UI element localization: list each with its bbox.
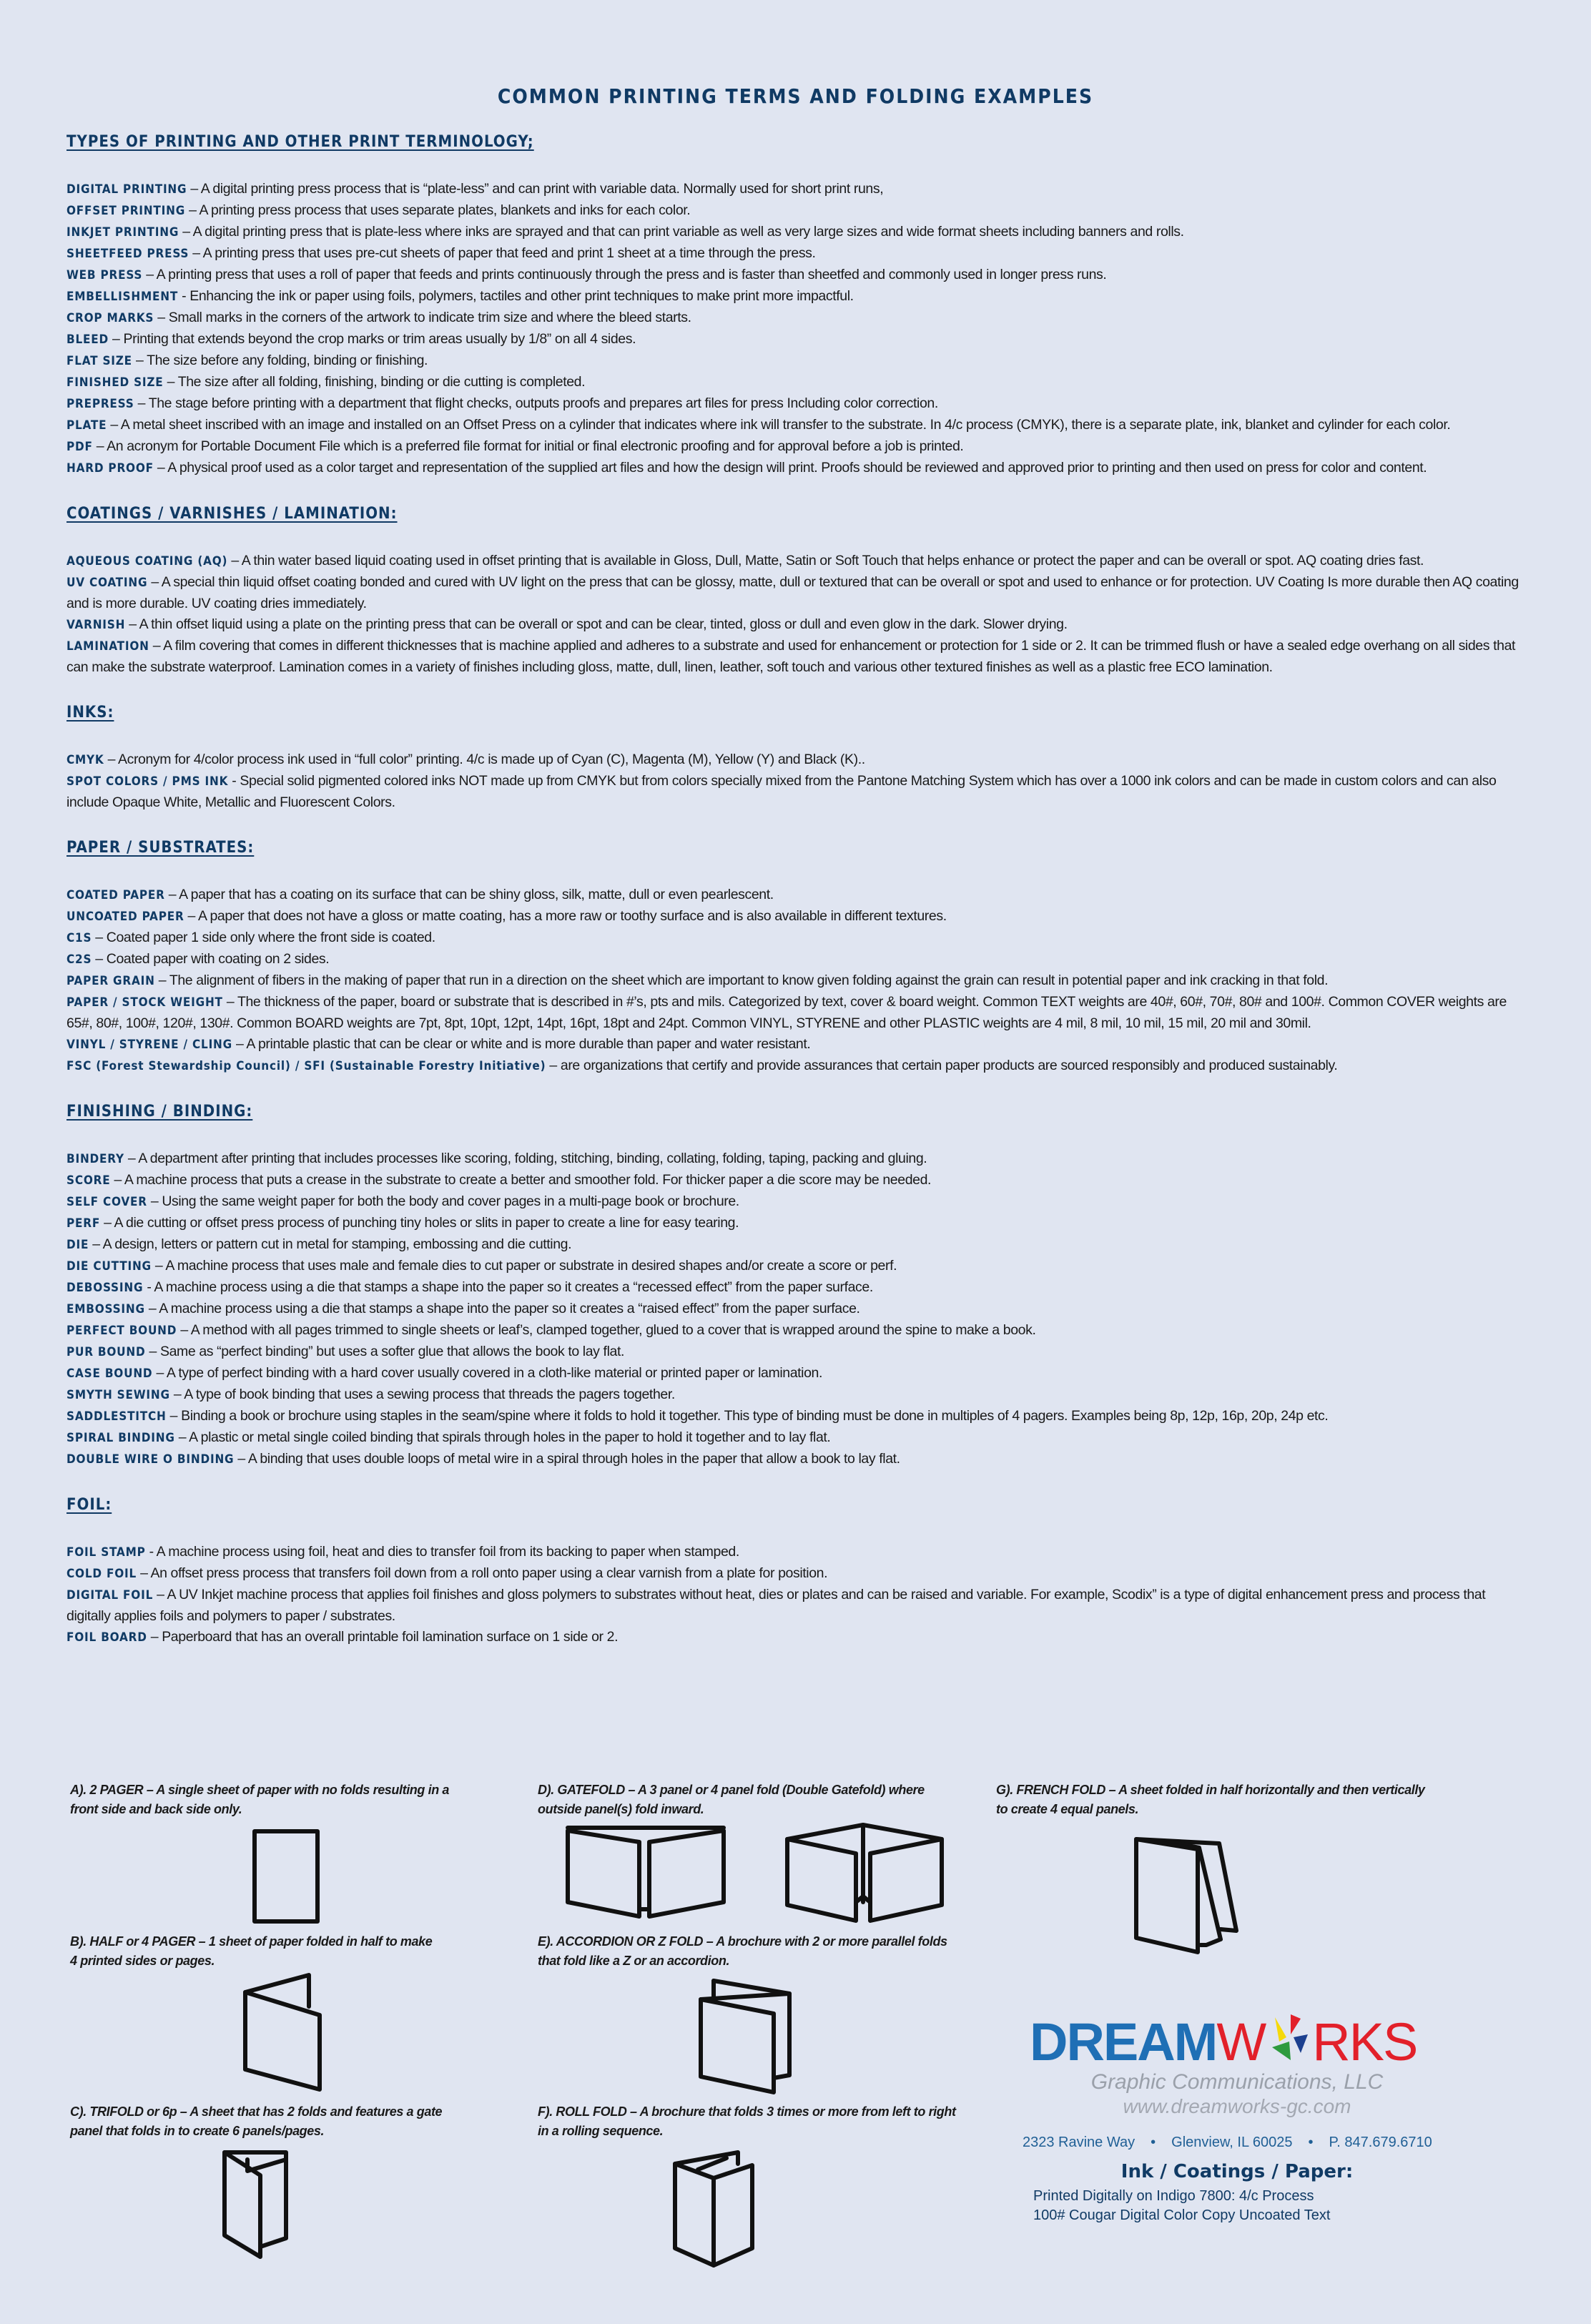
term-separator: – [227,553,242,568]
company-website[interactable]: www.dreamworks-gc.com [1123,2095,1351,2117]
glossary-term: SCORE [67,1173,111,1188]
glossary-definition: A binding that uses double loops of metal wire in a spiral through holes in the paper that allow a book to lay flat. [247,1451,900,1467]
term-separator: – [163,374,178,390]
glossary-term: DIGITAL PRINTING [67,182,187,197]
flat-sheet-icon [252,1829,324,1929]
glossary-term: SPOT COLORS / PMS INK [67,774,229,789]
glossary-definition: A plastic or metal single coiled binding that spirals through holes in the paper to hold it together and to lay flat. [189,1429,831,1445]
glossary-entry [67,307,1525,329]
glossary-entry [67,1256,1525,1277]
glossary-entry [67,372,1525,393]
glossary-definition: A machine process using foil, heat and dies to transfer foil from its backing to paper when stamped. [156,1544,739,1560]
term-separator: – [174,1429,189,1445]
glossary-term: PAPER GRAIN [67,974,155,988]
glossary-entry [67,1363,1525,1384]
term-separator: – [184,908,198,924]
term-separator: – [179,224,193,240]
glossary-entry [67,551,1525,572]
glossary-entry [67,1320,1525,1341]
term-separator: – [92,951,107,967]
glossary-term: HARD PROOF [67,461,154,476]
fold-caption: E). ACCORDION OR Z FOLD – A brochure with 2 or more parallel folds that fold like a Z or an accordion. [538,1934,947,1968]
section-heading: INKS: [67,704,114,722]
company-phone: P. 847.679.6710 [1329,2135,1432,2150]
term-separator: – [166,1408,182,1424]
term-separator: – [187,181,201,197]
glossary-entry [67,885,1525,906]
glossary-section [67,837,1525,1077]
glossary-entry [67,1148,1525,1170]
term-separator: – [169,1387,184,1402]
address-separator: • [1308,2135,1314,2150]
term-separator: – [110,1172,124,1188]
glossary-entry [67,1277,1525,1299]
term-separator: – [153,460,168,476]
glossary-term: SPIRAL BINDING [67,1431,175,1445]
glossary-entry [67,906,1525,927]
glossary-entry [67,1055,1525,1077]
glossary-definition: A department after printing that includes processes like scoring, folding, stitching, binding, collating, folding, taping, packing and gluing. [138,1151,927,1166]
glossary-term: EMBOSSING [67,1302,145,1316]
glossary-term: DIGITAL FOIL [67,1588,154,1602]
glossary-term: LAMINATION [67,639,149,654]
glossary-term: PUR BOUND [67,1345,146,1359]
glossary-definition: A method with all pages trimmed to single sheets or leaf’s, clamped together, glued to a cover that is wrapped around the spine to make a book. [190,1322,1036,1338]
glossary-section [67,1495,1525,1648]
glossary-term: C1S [67,931,92,945]
glossary-term: PAPER / STOCK WEIGHT [67,995,223,1010]
glossary-definition: The alignment of fibers in the making of paper that run in a direction on the sheet which are important to know given folding against the grain can result in potential paper and ink cracking in that fold. [169,973,1329,988]
glossary-entry [67,1627,1525,1648]
glossary-entry [67,415,1525,436]
glossary-term: BINDERY [67,1152,124,1166]
glossary-definition: Printing that extends beyond the crop marks or trim areas usually by 1/8” on all 4 sides. [123,331,636,347]
glossary-definition: Small marks in the corners of the artwork to indicate trim size and where the bleed starts. [168,310,691,325]
company-address [1023,2135,1487,2151]
glossary-entry [67,1191,1525,1213]
glossary-definition: A physical proof used as a color target and representation of the supplied art files and how the design will print. Proofs should be reviewed and approved prior to printing and then used on press for color and content. [167,460,1427,476]
glossary-definition: A UV Inkjet machine process that applies foil finishes and gloss polymers to substrates without heat, dies or plates and can be raised and variable. For example, Scodix” is a type of digital enhancement press and process that digitally applies foils and polymers to paper / substrates. [67,1587,1486,1624]
glossary-definition: Acronym for 4/color process ink used in “full color” printing. 4/c is made up of Cyan (C), Magenta (M), Yellow (Y) and Black (K).. [117,752,865,767]
glossary-definition: A paper that has a coating on its surface that can be shiny gloss, silk, matte, dull or even pearlescent. [179,887,774,902]
glossary-entry [67,949,1525,970]
glossary-entry [67,243,1525,265]
glossary-entry [67,1563,1525,1585]
glossary-entry [67,1449,1525,1470]
glossary-term: BLEED [67,333,109,347]
fold-caption: D). GATEFOLD – A 3 panel or 4 panel fold (Double Gatefold) where outside panel(s) fold inward. [538,1783,925,1816]
glossary-term: SHEETFEED PRESS [67,247,189,261]
glossary-entry [67,749,1525,771]
page-title: COMMON PRINTING TERMS AND FOLDING EXAMPLES [497,84,1094,108]
fold-caption: B). HALF or 4 PAGER – 1 sheet of paper folded in half to make 4 printed sides or pages. [70,1934,433,1968]
glossary-entry [67,265,1525,286]
fold-example-roll-fold [538,2102,967,2141]
glossary-entry [67,350,1525,372]
glossary-entry [67,636,1525,678]
address-city: Glenview, IL 60025 [1171,2135,1293,2150]
glossary-term: VINYL / STYRENE / CLING [67,1038,233,1052]
term-separator: – [222,994,237,1010]
company-logo [1030,2012,1487,2072]
term-separator: – [149,638,164,654]
glossary-definition: A film covering that comes in different thicknesses that is machine applied and adheres to a substrate and used for enhancement or protection for 1 side or 2. It can be trimmed flush or have a sealed edge overhang on all sides that can make the substrate waterproof. Lamination comes in a variety of finishes including gloss, matte, dull, linen, leather, soft touch and various other textured finishes as well as a plastic free ECO lamination. [67,638,1516,675]
glossary-definition: A thin water based liquid coating used in offset printing that is available in Gloss, Dull, Matte, Satin or Soft Touch that helps enhance or protect the paper and can be overall or spot. AQ coating dries fast. [241,553,1424,568]
term-separator: – [185,202,200,218]
address-separator: • [1151,2135,1156,2150]
term-separator: – [546,1058,561,1073]
term-separator: – [107,417,121,433]
glossary-definition: Binding a book or brochure using staples in the seam/spine where it folds to hold it together. This type of binding must be done in multiples of 4 pagers. Examples being 8p, 12p, 16p, 20p, 24p etc. [181,1408,1329,1424]
glossary-definition: A printing press that uses pre-cut sheets of paper that feed and print 1 sheet at a time through the press. [202,245,816,261]
glossary-entry [67,992,1525,1034]
glossary-term: VARNISH [67,618,126,632]
glossary-term: DIE [67,1238,89,1252]
glossary-term: SADDLESTITCH [67,1409,167,1424]
glossary-section [67,132,1525,479]
section-heading: COATINGS / VARNISHES / LAMINATION: [67,505,398,523]
glossary-entry [67,222,1525,243]
term-separator: - [228,773,240,789]
term-separator: – [109,331,124,347]
glossary-entry [67,1585,1525,1627]
term-separator: – [124,1151,139,1166]
glossary-definition: A machine process that uses male and female dies to cut paper or substrate in desired shapes and/or create a score or perf. [165,1258,897,1274]
term-separator: – [92,930,107,945]
glossary-definition: A thin offset liquid using a plate on the printing press that can be overall or spot and can be clear, tinted, gloss or dull and even glow in the dark. Slower drying. [139,616,1068,632]
glossary-section [67,503,1525,678]
term-separator: – [234,1451,248,1467]
glossary-definition: An acronym for Portable Document File which is a preferred file format for initial or final electronic proofing and for approval before a job is printed. [107,438,964,454]
glossary-entry [67,393,1525,415]
glossary-term: PLATE [67,418,107,433]
glossary-term: FINISHED SIZE [67,375,164,390]
glossary-definition: Paperboard that has an overall printable foil lamination surface on 1 side or 2. [162,1629,619,1645]
glossary-definition: A printing press process that uses separate plates, blankets and inks for each color. [199,202,691,218]
glossary-definition: A type of perfect binding with a hard cover usually covered in a cloth-like material or printed paper or lamination. [166,1365,823,1381]
glossary-term: SMYTH SEWING [67,1388,170,1402]
glossary-definition: A type of book binding that uses a sewing process that threads the pagers together. [184,1387,675,1402]
glossary-entry [67,970,1525,992]
glossary-entry [67,1170,1525,1191]
glossary-entry [67,329,1525,350]
fold-caption: G). FRENCH FOLD – A sheet folded in half horizontally and then vertically to create 4 equal panels. [996,1783,1425,1816]
term-separator: – [142,267,157,282]
fold-caption: A). 2 PAGER – A single sheet of paper with no folds resulting in a front side and back side only. [70,1783,450,1816]
fold-example-gatefold [538,1781,967,1819]
glossary-definition: The thickness of the paper, board or substrate that is described in #’s, pts and mils. Categorized by text, cover & board weight. Common TEXT weights are 40#, 60#, 70#, 80# and 100#. Common COVER weights are 65#, 80#, 100#, 120#, 130#. Common BOARD weights are 7pt, 8pt, 10pt, 12pt, 14pt, 16pt, 18pt and 24pt. Common VINYL, STYRENE and other PLASTIC weights are 4 mil, 8 mil, 10 mil, 15 mil, 20 mil and 30mil. [67,994,1507,1031]
section-heading: TYPES OF PRINTING AND OTHER PRINT TERMINOLOGY; [67,133,534,151]
glossary-entry [67,572,1525,614]
print-spec-line: 100# Cougar Digital Color Copy Uncoated Text [1033,2207,1331,2223]
glossary-entry [67,927,1525,949]
print-specs [1033,2187,1330,2225]
glossary-entry [67,1213,1525,1234]
glossary-definition: A machine process using a die that stamps a shape into the paper so it creates a “raised effect” from the paper surface. [159,1301,860,1316]
term-separator: – [132,353,147,368]
term-separator: – [145,1344,160,1359]
glossary-term: CMYK [67,753,104,767]
logo-dream-text: DREAM [1030,2012,1217,2072]
glossary-term: CASE BOUND [67,1367,153,1381]
glossary-term: EMBELLISHMENT [67,290,179,304]
glossary-term: SELF COVER [67,1195,147,1209]
glossary-term: UNCOATED PAPER [67,910,184,924]
fold-example-half-fold [70,1932,442,1971]
glossary-entry [67,1427,1525,1449]
glossary-definition: Special solid pigmented colored inks NOT made up from CMYK but from colors specially mixed from the Pantone Matching System which has over a 1000 ink colors and can be made in custom colors and can also include Opaque White, Metallic and Fluorescent Colors. [67,773,1497,810]
glossary-term: OFFSET PRINTING [67,204,186,218]
glossary-term: COATED PAPER [67,888,165,902]
glossary-section [67,1101,1525,1470]
glossary-term: FSC (Forest Stewardship Council) / SFI (Sustainable Forestry Initiative) [67,1059,546,1073]
glossary-definition: Using the same weight paper for both the body and cover pages in a multi-page book or brochure. [162,1193,739,1209]
term-separator: – [153,1587,167,1602]
term-separator: – [232,1036,247,1052]
glossary-term: WEB PRESS [67,268,143,282]
fold-example-accordion [538,1932,967,1971]
glossary-term: C2S [67,952,92,967]
fold-caption: C). TRIFOLD or 6p – A sheet that has 2 folds and features a gate panel that folds in to create 6 panels/pages. [70,2104,443,2138]
glossary-entry [67,200,1525,222]
glossary-definition: A digital printing press process that is “plate-less” and can print with variable data. Normally used for short print runs, [200,181,884,197]
term-separator: – [134,395,149,411]
glossary-definition: Enhancing the ink or paper using foils, polymers, tactiles and other print techniques to make print more impactful. [189,288,854,304]
term-separator: – [151,1258,166,1274]
glossary-definition: A machine process using a die that stamps a shape into the paper so it creates a “recessed effect” from the paper surface. [154,1279,873,1295]
glossary-entry [67,458,1525,479]
glossary-definition: A machine process that puts a crease in the substrate to create a better and smoother fold. For thicker paper a die score may be needed. [124,1172,932,1188]
glossary-entry [67,286,1525,307]
glossary-term: PERF [67,1216,101,1231]
term-separator: – [154,973,169,988]
glossary-section [67,702,1525,813]
glossary-term: PDF [67,440,93,454]
glossary-term: AQUEOUS COATING (AQ) [67,554,228,568]
term-separator: – [144,1301,159,1316]
glossary-definition: A printing press that uses a roll of paper that feeds and prints continuously through the press and is faster than sheetfed and commonly used in longer press runs. [156,267,1107,282]
glossary-term: INKJET PRINTING [67,225,179,240]
fold-example-trifold [70,2102,471,2141]
trifold-icon [223,2151,302,2273]
glossary-definition: A die cutting or offset press process of punching tiny holes or slits in paper to create a line for easy tearing. [114,1215,739,1231]
glossary-definition: A special thin liquid offset coating bonded and cured with UV light on the press that can be glossy, matte, dull or textured that can be overall or spot and used to enhance or for protection. UV Coating Is more durable then AQ coating and is more durable. UV coating dries immediately. [67,574,1519,611]
glossary-definition: An offset press process that transfers foil down from a roll onto paper using a clear varnish from a plate for position. [150,1565,828,1581]
roll-fold-icon [674,2151,802,2273]
glossary-term: DEBOSSING [67,1281,144,1295]
term-separator: – [152,1365,167,1381]
glossary-term: PERFECT BOUND [67,1324,177,1338]
glossary-definition: The size before any folding, binding or finishing. [147,353,428,368]
glossary-term: FLAT SIZE [67,354,132,368]
french-fold-icon [1135,1838,1264,1959]
term-separator: – [100,1215,114,1231]
term-separator: – [104,752,118,767]
glossary-entry [67,1384,1525,1406]
glossary-entry [67,1406,1525,1427]
section-heading: FINISHING / BINDING: [67,1103,253,1121]
company-subtitle: Graphic Communications, LLC [1090,2070,1384,2094]
term-separator: – [137,1565,151,1581]
glossary-term: CROP MARKS [67,311,154,325]
term-separator: – [147,1629,162,1645]
term-separator: – [189,245,203,261]
gatefold-icon [565,1825,729,1932]
glossary-term: UV COATING [67,576,148,590]
double-gatefold-icon [786,1823,950,1931]
glossary-definition: Coated paper 1 side only where the front side is coated. [106,930,435,945]
glossary-definition: A metal sheet inscribed with an image and installed on an Offset Press on a cylinder that indicates where ink will transfer to the substrate. In 4/c process (CMYK), there is a separate plate, ink, blanket and cylinder for each color. [120,417,1451,433]
glossary-term: FOIL STAMP [67,1545,146,1560]
print-spec-line: Printed Digitally on Indigo 7800: 4/c Process [1033,2188,1314,2204]
glossary-definition: Coated paper with coating on 2 sides. [106,951,330,967]
term-separator: – [92,438,107,454]
address-street: 2323 Ravine Way [1023,2135,1136,2150]
term-separator: – [147,1193,162,1209]
fold-caption: F). ROLL FOLD – A brochure that folds 3 times or more from left to right in a rolling sequence. [538,2104,956,2138]
glossary-term: PREPRESS [67,397,134,411]
term-separator: – [164,887,179,902]
glossary-definition: A digital printing press that is plate-less where inks are sprayed and that can print variable as well as very large sizes and wide format sheets including banners and rolls. [192,224,1184,240]
glossary-term: COLD FOIL [67,1567,137,1581]
glossary-entry [67,1341,1525,1363]
term-separator: - [145,1544,157,1560]
glossary-definition: The size after all folding, finishing, binding or die cutting is completed. [177,374,586,390]
glossary-definition: A design, letters or pattern cut in metal for stamping, embossing and die cutting. [102,1236,572,1252]
term-separator: – [89,1236,103,1252]
section-heading: PAPER / SUBSTRATES: [67,839,255,857]
term-separator: – [147,574,162,590]
term-separator: – [125,616,139,632]
glossary-term: DIE CUTTING [67,1259,152,1274]
fold-example-2-pager [70,1781,471,1819]
term-separator: – [154,310,169,325]
logo-w-text: W [1216,2012,1266,2072]
term-separator: - [178,288,190,304]
glossary-entry [67,771,1525,813]
glossary-entry [67,436,1525,458]
accordion-fold-icon [699,1979,799,2108]
glossary-definition: are organizations that certify and provide assurances that certain paper products are sourced responsibly and produced sustainably. [560,1058,1338,1073]
fold-example-french-fold [996,1781,1425,1819]
glossary-entry [67,1234,1525,1256]
glossary-entry [67,1299,1525,1320]
glossary [67,129,1525,1673]
glossary-entry [67,614,1525,636]
glossary-definition: A printable plastic that can be clear or white and is more durable than paper and water resistant. [246,1036,811,1052]
logo-rks-text: RKS [1312,2012,1417,2072]
pinwheel-logo-icon [1265,2013,1312,2064]
glossary-entry [67,1542,1525,1563]
glossary-definition: A paper that does not have a gloss or matte coating, has a more raw or toothy surface and is also available in different textures. [197,908,947,924]
half-fold-icon [244,1978,337,2099]
glossary-definition: Same as “perfect binding” but uses a softer glue that allows the book to lay flat. [159,1344,624,1359]
term-separator: – [177,1322,191,1338]
company-logo-block [1023,2012,1487,2151]
section-heading: FOIL: [67,1496,112,1514]
glossary-term: DOUBLE WIRE O BINDING [67,1452,235,1467]
glossary-entry [67,1034,1525,1055]
glossary-definition: The stage before printing with a department that flight checks, outputs proofs and prepares art files for press Including color correction. [148,395,938,411]
print-specs-title: Ink / Coatings / Paper: [1120,2161,1354,2182]
glossary-term: FOIL BOARD [67,1630,147,1645]
term-separator: - [143,1279,154,1295]
glossary-entry [67,179,1525,200]
